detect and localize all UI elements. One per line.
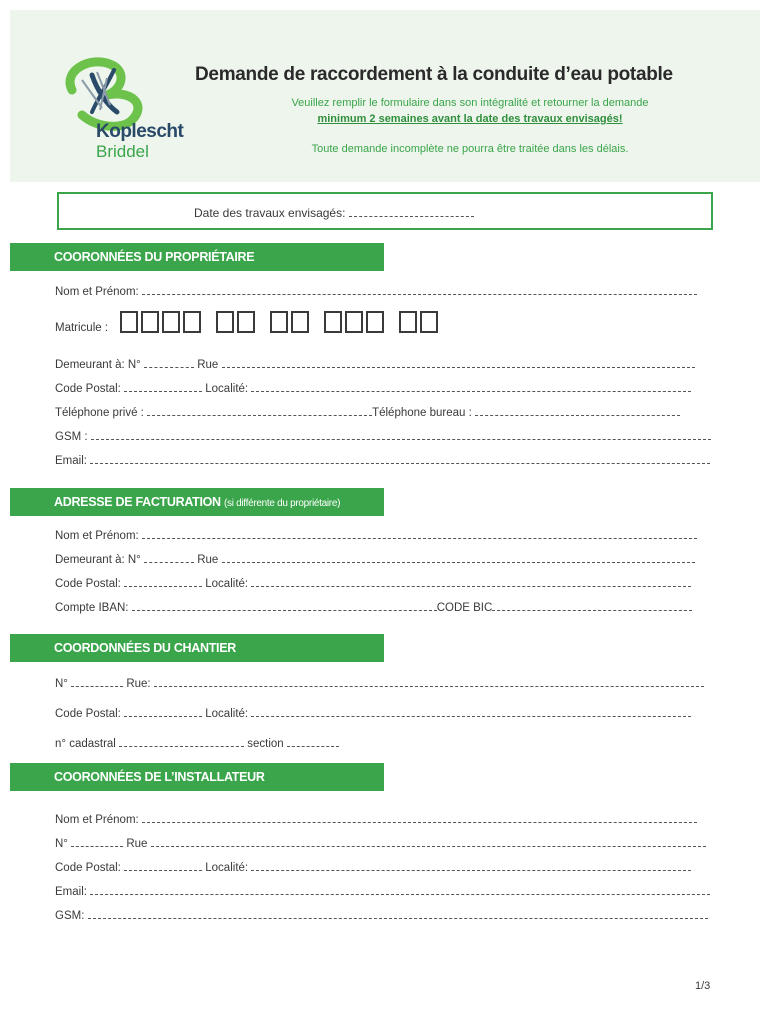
site-number-label: N° [55, 678, 68, 690]
matricule-box[interactable] [324, 311, 342, 333]
owner-phone-office-line[interactable] [475, 405, 680, 416]
matricule-box[interactable] [420, 311, 438, 333]
installer-city-line[interactable] [251, 860, 691, 871]
matricule-box[interactable] [216, 311, 234, 333]
site-number-line[interactable] [71, 676, 123, 687]
billing-bic-line[interactable] [492, 600, 692, 611]
incomplete-notice: Toute demande incomplète ne pourra être traitée dans les délais. [311, 143, 629, 155]
billing-city-label: Localité: [205, 578, 249, 590]
matricule-box[interactable] [270, 311, 288, 333]
owner-postal-field[interactable] [55, 381, 691, 395]
billing-postal-field[interactable] [55, 576, 691, 590]
site-street-line[interactable] [154, 676, 704, 687]
billing-name-line[interactable] [142, 528, 697, 539]
matricule-box[interactable] [120, 311, 138, 333]
owner-address-field[interactable] [55, 357, 695, 371]
billing-postal-line[interactable] [124, 576, 202, 587]
site-postal-field[interactable] [55, 706, 691, 720]
owner-city-label: Localité: [205, 383, 249, 395]
owner-gsm-field[interactable] [55, 429, 711, 443]
section-billing-title-text: ADRESSE DE FACTURATION [54, 495, 221, 509]
site-city-line[interactable] [251, 706, 691, 717]
matricule-box[interactable] [162, 311, 180, 333]
owner-email-field[interactable] [55, 453, 710, 467]
billing-iban-label: Compte IBAN: [55, 602, 129, 614]
logo-text-koplescht: Koplescht [96, 121, 184, 142]
billing-city-line[interactable] [251, 576, 691, 587]
owner-postal-label: Code Postal: [55, 383, 121, 395]
instructions [220, 95, 720, 127]
installer-street-label: Rue [126, 838, 148, 850]
installer-gsm-line[interactable] [88, 908, 708, 919]
page-number: 1/3 [695, 980, 711, 992]
owner-email-label: Email: [55, 455, 87, 467]
installer-name-line[interactable] [142, 812, 697, 823]
installer-email-label: Email: [55, 886, 87, 898]
installer-address-field[interactable] [55, 836, 706, 850]
owner-phone-private-line[interactable] [147, 405, 372, 416]
section-billing-header [10, 488, 384, 516]
owner-phone-field[interactable] [55, 405, 680, 419]
billing-bic-label: CODE BIC [436, 602, 493, 614]
installer-email-field[interactable] [55, 884, 710, 898]
site-city-label: Localité: [205, 708, 249, 720]
site-cadastral-field[interactable] [55, 736, 339, 750]
instructions-line1: Veuillez remplir le formulaire dans son intégralité et retourner la demande [291, 97, 649, 109]
installer-postal-field[interactable] [55, 860, 691, 874]
installer-name-label: Nom et Prénom: [55, 814, 139, 826]
section-site-title: COORDONNÉES DU CHANTIER [54, 641, 236, 655]
owner-city-line[interactable] [251, 381, 691, 392]
billing-name-label: Nom et Prénom: [55, 530, 139, 542]
site-street-label: Rue: [126, 678, 151, 690]
planned-date-label: Date des travaux envisagés: [194, 206, 346, 220]
billing-iban-field[interactable] [55, 600, 692, 614]
section-owner-header [10, 243, 384, 271]
owner-number-line[interactable] [144, 357, 194, 368]
site-postal-line[interactable] [124, 706, 202, 717]
planned-date-box [57, 192, 713, 230]
section-installer-title: COORONNÉES DE L’INSTALLATEUR [54, 770, 265, 784]
owner-phone-private-label: Téléphone privé : [55, 407, 144, 419]
owner-name-label: Nom et Prénom: [55, 286, 139, 298]
page-title: Demande de raccordement à la conduite d’eau potable [195, 64, 673, 85]
installer-postal-line[interactable] [124, 860, 202, 871]
matricule-box[interactable] [141, 311, 159, 333]
section-installer-header [10, 763, 384, 791]
site-section-label: section [247, 738, 284, 750]
installer-gsm-label: GSM: [55, 910, 85, 922]
owner-street-line[interactable] [222, 357, 695, 368]
matricule-box[interactable] [345, 311, 363, 333]
billing-address-field[interactable] [55, 552, 695, 566]
installer-street-line[interactable] [151, 836, 706, 847]
installer-name-field[interactable] [55, 812, 697, 826]
owner-phone-office-label: Téléphone bureau : [372, 407, 472, 419]
owner-email-line[interactable] [90, 453, 710, 464]
owner-name-field[interactable] [55, 284, 697, 298]
billing-number-label: Demeurant à: N° [55, 554, 141, 566]
billing-street-label: Rue [197, 554, 219, 566]
site-section-line[interactable] [287, 736, 339, 747]
billing-iban-line[interactable] [132, 600, 437, 611]
logo-text-briddel: Briddel [96, 142, 149, 161]
owner-gsm-label: GSM : [55, 431, 88, 443]
section-owner-title: COORONNÉES DU PROPRIÉTAIRE [54, 250, 255, 264]
installer-number-line[interactable] [71, 836, 123, 847]
owner-gsm-line[interactable] [91, 429, 711, 440]
matricule-box[interactable] [291, 311, 309, 333]
installer-number-label: N° [55, 838, 68, 850]
owner-street-label: Rue [197, 359, 219, 371]
site-postal-label: Code Postal: [55, 708, 121, 720]
section-billing-subtitle: (si différente du propriétaire) [223, 498, 341, 509]
billing-street-line[interactable] [222, 552, 695, 563]
billing-number-line[interactable] [144, 552, 194, 563]
section-site-header [10, 634, 384, 662]
site-address-field[interactable] [55, 676, 704, 690]
owner-matricule-label: Matricule : [55, 322, 109, 334]
section-billing-title [54, 495, 340, 509]
planned-date-field[interactable] [194, 206, 474, 220]
matricule-boxes[interactable] [120, 311, 441, 337]
installer-gsm-field[interactable] [55, 908, 708, 922]
matricule-box[interactable] [183, 311, 201, 333]
billing-name-field[interactable] [55, 528, 697, 542]
site-cadastral-label: n° cadastral [55, 738, 116, 750]
installer-postal-label: Code Postal: [55, 862, 121, 874]
installer-email-line[interactable] [90, 884, 710, 895]
matricule-box[interactable] [399, 311, 417, 333]
planned-date-line[interactable] [349, 206, 474, 217]
matricule-box[interactable] [366, 311, 384, 333]
billing-postal-label: Code Postal: [55, 578, 121, 590]
installer-city-label: Localité: [205, 862, 249, 874]
instructions-deadline: minimum 2 semaines avant la date des travaux envisagés! [317, 113, 623, 125]
owner-postal-line[interactable] [124, 381, 202, 392]
matricule-box[interactable] [237, 311, 255, 333]
owner-name-line[interactable] [142, 284, 697, 295]
owner-number-label: Demeurant à: N° [55, 359, 141, 371]
site-cadastral-line[interactable] [119, 736, 244, 747]
